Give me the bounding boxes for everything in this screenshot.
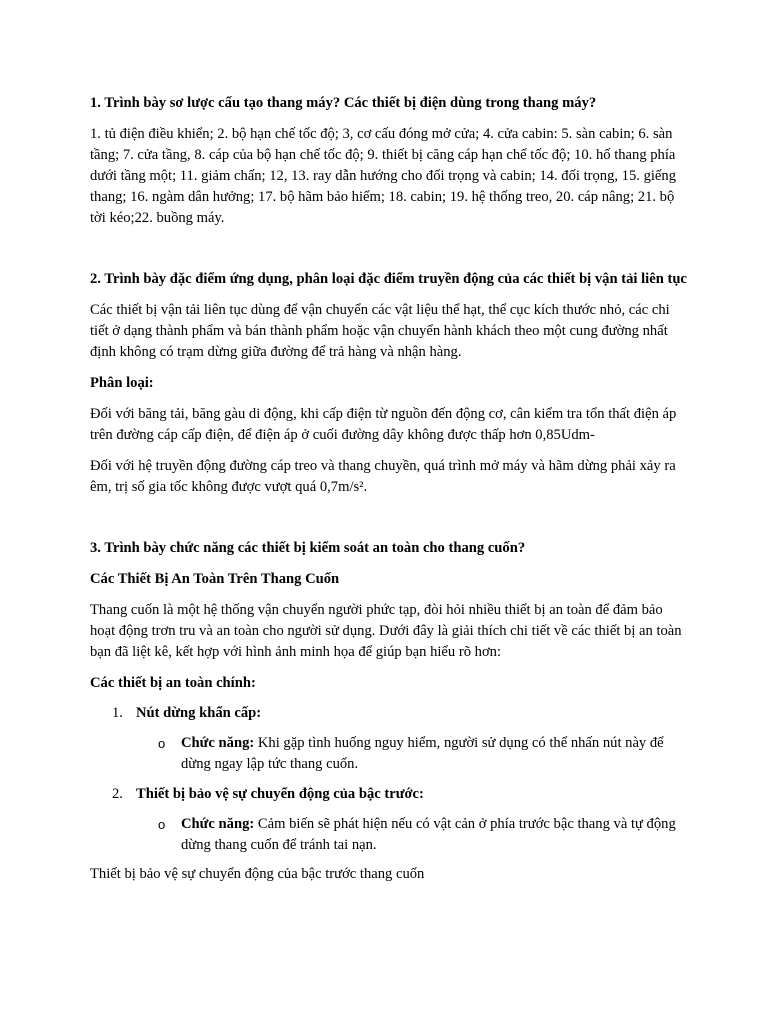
classification-label: Phân loại: [90,375,154,391]
section-3-heading: 3. Trình bày chức năng các thiết bị kiểm soát an toàn cho thang cuốn? [90,540,526,556]
list-item [90,784,690,805]
list-item-number: 1. [112,705,123,721]
section-2-intro: Các thiết bị vận tải liên tục dùng để vận chuyển các vật liệu thể hạt, thể cục kích thước nhỏ, các chi tiết ở dạng thành phẩm và bán thành phẩm hoặc vận chuyển hành khách theo một cung đường nhất định không có trạm dừng giữa đường để trả hàng và nhận hàng. [90,302,670,360]
classification-paragraph-1: Đối với băng tải, băng gàu di động, khi cấp điện từ nguồn đến động cơ, cân kiểm tra tổn thất điện áp trên đường cáp cấp điện, để điện áp ở cuối đường dây không được thấp hơn 0,85Udm- [90,406,677,443]
main-devices-label: Các thiết bị an toàn chính: [90,675,256,691]
section-3-subheading: Các Thiết Bị An Toàn Trên Thang Cuốn [90,571,340,587]
function-label: Chức năng: [181,735,255,751]
function-text: Cảm biến sẽ phát hiện nếu có vật cản ở phía trước bậc thang và tự động dừng thang cuốn để tránh tai nạn. [181,816,676,853]
section-3-intro: Thang cuốn là một hệ thống vận chuyển người phức tạp, đòi hỏi nhiều thiết bị an toàn để đảm bảo hoạt động trơn tru và an toàn cho người sử dụng. Dưới đây là giải thích chi tiết về các thiết bị an toàn bạn đã liệt kê, kết hợp với hình ảnh minh họa để giúp bạn hiểu rõ hơn: [90,602,682,660]
circle-bullet-icon: o [158,736,166,751]
list-item-title: Nút dừng khẩn cấp: [136,705,262,721]
sub-list-item [90,733,690,775]
section-2-heading: 2. Trình bày đặc điểm ứng dụng, phân loại đặc điểm truyền động của các thiết bị vận tải liên tục [90,271,687,287]
list-item-title: Thiết bị bảo vệ sự chuyển động của bậc trước: [136,786,424,802]
document-page [90,93,690,885]
classification-paragraph-2: Đối với hệ truyền động đường cáp treo và thang chuyền, quá trình mở máy và hãm dừng phải xảy ra êm, trị số gia tốc không được vượt quá 0,7m/s². [90,458,676,495]
function-label: Chức năng: [181,816,255,832]
list-item [90,703,690,724]
circle-bullet-icon: o [158,817,166,832]
list-item-number: 2. [112,786,123,802]
image-caption: Thiết bị bảo vệ sự chuyển động của bậc trước thang cuốn [90,866,425,882]
sub-list-item [90,814,690,856]
section-1-body: 1. tủ điện điều khiển; 2. bộ hạn chế tốc độ; 3, cơ cấu đóng mở cửa; 4. cửa cabin: 5. sàn cabin; 6. sàn tầng; 7. cửa tầng, 8. cáp của bộ hạn chế tốc độ; 9. thiết bị căng cáp hạn chế tốc độ; 10. hố thang phía dưới tầng một; 11. giảm chấn; 12, 13. ray dẫn hướng cho đối trọng và cabin; 14. đối trọng, 15. giếng thang; 16. ngàm dân hưởng; 17. bộ hãm bảo hiểm; 18. cabin; 19. hệ thống treo, 20. cáp nâng; 21. bộ tời kéo;22. buồng máy. [90,126,676,226]
section-1-heading: 1. Trình bày sơ lược cấu tạo thang máy? Các thiết bị điện dùng trong thang máy? [90,95,597,111]
function-text: Khi gặp tình huống nguy hiểm, người sử dụng có thể nhấn nút này để dừng ngay lập tức thang cuốn. [181,735,664,772]
